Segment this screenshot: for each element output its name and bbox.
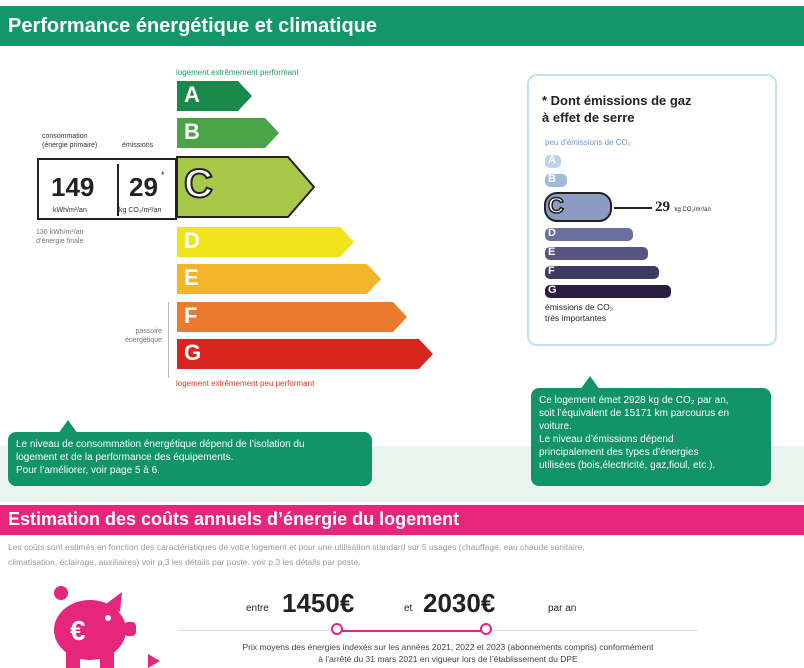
consumption-title: consommation (énergie primaire) — [42, 133, 98, 149]
passoire-label: passoire énergétique — [125, 328, 162, 344]
emissions-title: émissions — [122, 142, 154, 149]
dpe-class-letter: E — [184, 265, 199, 290]
dpe-class-letter: F — [184, 303, 198, 328]
cost-range-bar — [338, 630, 486, 632]
dpe-class-g — [176, 338, 435, 370]
dpe-class-a — [176, 80, 254, 112]
ges-class-letter: A — [548, 154, 556, 166]
ges-class-letter: B — [548, 173, 556, 185]
ges-class-e — [544, 246, 649, 261]
ges-class-g — [544, 284, 672, 299]
cost-range-max-marker — [480, 623, 492, 635]
cost-note: Prix moyens des énergies indexés sur les années 2021, 2022 et 2023 (abonnements compris) conformément à l’arrêté du 31 mars 2021 en vigueur lors de l’établissement du DPE — [242, 642, 654, 664]
ges-value-label: 29 kg CO₂/m²/an — [655, 199, 711, 215]
section-title-performance: Performance énergétique et climatique — [0, 6, 804, 46]
costs-intro: Les coûts sont estimés en fonction des caractéristiques de votre logement et pour une utilisation standard sur 5 usages (chauffage, eau chaude sanitaire, climatisation, éclairage, auxiliaires) voir p.3 les détails par poste. voir p.3 les détails par poste. — [8, 542, 585, 567]
section-title-costs: Estimation des coûts annuels d’énergie du logement — [0, 505, 804, 535]
ges-title: * Dont émissions de gaz à effet de serre — [542, 93, 692, 125]
dpe-class-letter: G — [184, 340, 202, 365]
cost-min: 1450€ — [282, 588, 355, 618]
costs-pointer — [148, 654, 160, 668]
dpe-class-letter: D — [184, 228, 200, 253]
ges-class-letter: C — [548, 193, 564, 218]
dpe-class-c — [176, 156, 316, 218]
emissions-value: 29 — [129, 172, 158, 202]
piggy-euro-symbol: € — [70, 615, 86, 646]
ges-top-label: peu d’émissions de CO₂ — [545, 138, 631, 147]
ges-pointer-line — [614, 207, 652, 209]
consumption-value: 149 — [51, 172, 95, 202]
dpe-class-e — [176, 263, 383, 295]
passoire-bracket — [168, 302, 169, 378]
dpe-class-letter: C — [184, 162, 213, 206]
cost-per-year: par an — [548, 603, 577, 614]
cost-range-min-marker — [331, 623, 343, 635]
ges-class-c — [544, 192, 612, 222]
dpe-top-label: logement extrêmement performant — [176, 68, 299, 77]
consumption-unit: kWh/m²/an — [53, 207, 87, 214]
ges-class-a — [544, 154, 562, 169]
ges-class-b — [544, 173, 568, 188]
ges-class-letter: G — [548, 284, 557, 296]
ges-class-f — [544, 265, 660, 280]
dpe-values-box — [37, 158, 177, 220]
cost-max: 2030€ — [423, 588, 496, 618]
dpe-class-letter: A — [184, 82, 200, 107]
dpe-class-letter: B — [184, 119, 200, 144]
ges-class-letter: D — [548, 227, 556, 239]
dpe-class-f — [176, 301, 409, 333]
ges-bottom-label: émissions de CO₂ très importantes — [545, 302, 614, 323]
dpe-class-b — [176, 117, 281, 149]
cost-and-label: et — [404, 603, 413, 614]
piggy-bank-icon — [38, 586, 138, 668]
dpe-bottom-label: logement extrêmement peu performant — [176, 379, 315, 388]
dpe-class-d — [176, 226, 356, 258]
cost-between-label: entre — [246, 603, 269, 614]
info-left-box: Le niveau de consommation énergétique dépend de l’isolation du logement et de la performance des équipements. Pour l’améliorer, voir page 5 à 6. — [8, 432, 372, 486]
ges-class-letter: F — [548, 265, 555, 277]
info-right-box: Ce logement émet 2928 kg de CO₂ par an, soit l’équivalent de 15171 km parcourus en voiture. Le niveau d’émissions dépend principalement des types d’énergies utilisées (bois,électricité, gaz,fioul, etc.). — [531, 388, 771, 486]
ges-class-d — [544, 227, 634, 242]
ges-class-letter: E — [548, 246, 556, 258]
emissions-unit: kg CO₂/m²/an — [119, 207, 162, 214]
final-energy-note: 136 kWh/m²/an d’énergie finale — [36, 229, 84, 245]
emissions-star: * — [161, 170, 165, 180]
